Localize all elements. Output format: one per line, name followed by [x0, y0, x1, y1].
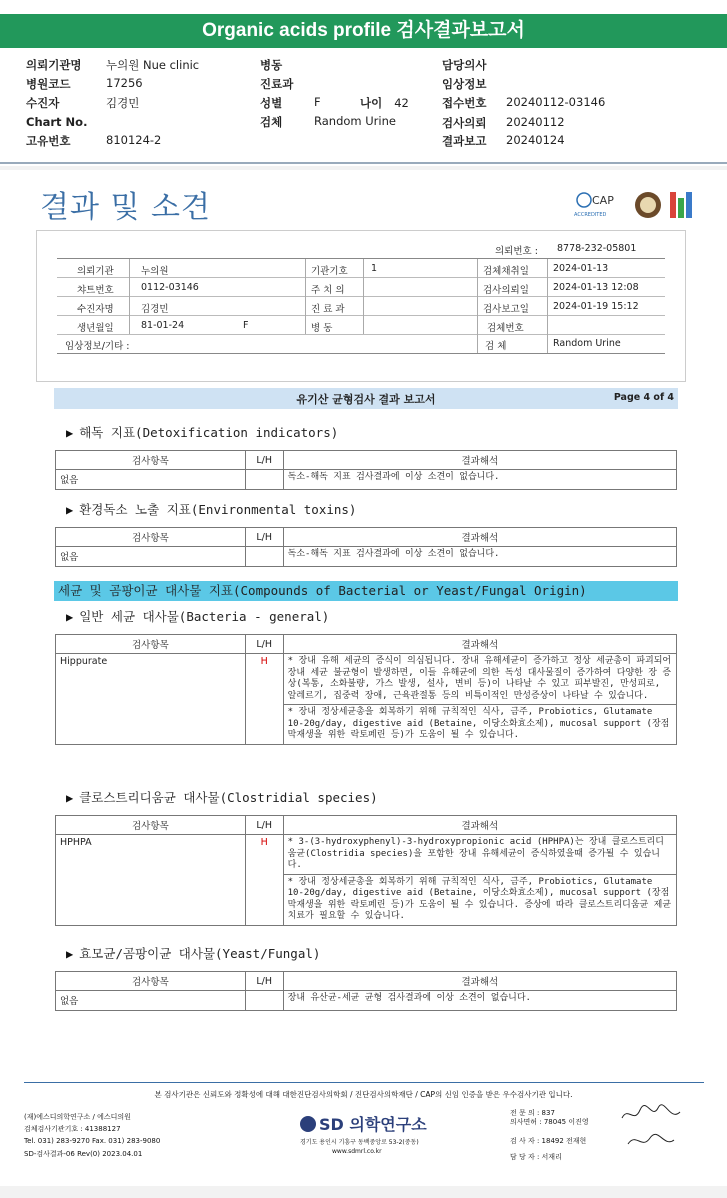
header-row: 결과보고 20240124	[442, 133, 565, 148]
col-header: 결과해석	[283, 972, 676, 991]
col-header: 결과해석	[283, 451, 676, 470]
request-number: 8778-232-05801	[557, 243, 637, 254]
sign-row: 전 문 의 : 837	[510, 1109, 555, 1117]
interp-cell: 장내 유산균-세균 균형 검사결과에 이상 소견이 없습니다.	[283, 991, 676, 1011]
info-label: 병 동	[311, 323, 333, 334]
yeast-table	[55, 971, 677, 1011]
section-clostridial: ▶ 클로스트리디움균 대사물(Clostridial species)	[66, 790, 378, 805]
accreditation-logos	[572, 188, 702, 222]
item-cell: HPHPA	[56, 835, 246, 926]
interp-cell: * 장내 유해 세균의 증식이 의심됩니다. 장내 유해세균이 증가하고 정상 세균총이 파괴되어 장내 세균 불균형이 발생하면, 이들 유해균에 의한 독성 대사물질이 증가하여 다양한 장 증상(복통, 소화불량, 가스 발생, 설사, 변비 등)이 나타날 수 있고 피부발진, 만성피로, 알레르기, 집중력 장애, 근육관절통 등의 비특이적인 만성증상이 나타날 수 있습니다.	[283, 654, 676, 705]
specimen-value: Random Urine	[553, 338, 621, 349]
sign-row: 담 당 자 : 서재리	[510, 1153, 562, 1161]
info-value: 김경민	[141, 304, 169, 315]
report-heading: 유기산 균형검사 결과 보고서	[296, 393, 436, 406]
section-bacteria: ▶ 일반 세균 대사물(Bacteria - general)	[66, 609, 330, 624]
clostridial-table	[55, 815, 677, 926]
info-label: 진 료 과	[311, 304, 345, 315]
footer-notice: 본 검사기관은 신뢰도와 정확성에 대해 대한진단검사의학회 / 진단검사의학재단 / CAP의 신임 인증을 받은 우수검사기관 입니다.	[154, 1090, 573, 1099]
divider	[0, 162, 727, 164]
lab-address: 경기도 용인시 기흥구 동백중앙로 53-2(중동)	[300, 1139, 419, 1146]
item-cell: Hippurate	[56, 654, 246, 745]
patient-info-box	[36, 230, 686, 382]
header-row: 검사의뢰 20240112	[442, 115, 565, 130]
info-value: 2024-01-13	[553, 263, 609, 274]
info-label: 수진자명	[77, 304, 114, 315]
info-label: 기관기호	[311, 266, 348, 277]
lh-cell	[245, 470, 283, 490]
col-header: 검사항목	[56, 816, 246, 835]
info-value: 81-01-24	[141, 320, 185, 331]
lh-cell: H	[245, 835, 283, 926]
col-header: L/H	[245, 451, 283, 470]
col-header: 검사항목	[56, 528, 246, 547]
lh-cell: H	[245, 654, 283, 745]
request-label: 의뢰번호 :	[495, 246, 538, 257]
bacterial-band: 세균 및 곰팡이균 대사물 지표(Compounds of Bacterial or Yeast/Fungal Origin)	[54, 581, 678, 601]
info-label: 검체채취일	[483, 266, 529, 277]
col-header: L/H	[245, 972, 283, 991]
item-cell: 없음	[56, 991, 246, 1011]
col-header: 검사항목	[56, 972, 246, 991]
bacteria-table	[55, 634, 677, 745]
sex-value: F	[243, 320, 249, 331]
header-row: 임상정보	[442, 77, 487, 91]
page-indicator: Page 4 of 4	[613, 392, 674, 403]
sd-logo: SD 의학연구소	[300, 1112, 427, 1135]
svg-text:CAP: CAP	[592, 194, 614, 207]
header-row: 접수번호 20240112-03146	[442, 95, 606, 110]
specimen-label: 검 체	[485, 341, 507, 352]
interp-cell: * 장내 정상세균총을 회복하기 위해 규칙적인 식사, 금주, Probiotics, Glutamate 10-20g/day, digestive aid (Betaine, 이당소화효소제), mucosal support (장점막재생을 위한 락토페린 등)가 도움이 될 수 있습니다.	[283, 705, 676, 745]
info-value: 2024-01-13 12:08	[553, 282, 639, 293]
footer-divider	[24, 1082, 704, 1083]
info-label: 챠트번호	[77, 285, 114, 296]
interp-cell: 독소-해독 지표 검사결과에 이상 소견이 없습니다.	[283, 547, 676, 567]
col-header: L/H	[245, 816, 283, 835]
item-cell: 없음	[56, 547, 246, 567]
interp-cell: * 장내 정상세균총을 회복하기 위해 규칙적인 식사, 금주, Probiotics, Glutamate 10-20g/day, digestive aid (Betaine, 이당소화효소제), mucosal support (장점막재생을 위한 락토페린 등)가 도움이 될 수 있습니다. 증상에 따라 클로스트리디움균 제균치료가 필요할 수 있습니다.	[283, 874, 676, 925]
info-label: 의뢰기관	[77, 266, 114, 277]
lab-name: (재)에스디의학연구소 / 에스디의원	[24, 1113, 131, 1121]
header-row: 성별 F	[260, 95, 321, 110]
section-yeast: ▶ 효모균/곰팡이균 대사물(Yeast/Fungal)	[66, 946, 321, 961]
results-title: 결과 및 소견	[40, 190, 211, 225]
header-row: 병원코드 17256	[26, 76, 143, 91]
info-value: 1	[371, 263, 378, 274]
info-value: 0112-03146	[141, 282, 199, 293]
lab-code: 검체검사기관기호 : 41388127	[24, 1125, 121, 1133]
lab-contact: Tel. 031) 283-9270 Fax. 031) 283-9080	[24, 1137, 161, 1145]
detox-table	[55, 450, 677, 490]
header-row: 고유번호 810124-2	[26, 133, 162, 148]
report-header-bar	[54, 388, 678, 409]
info-label: 검체번호	[487, 323, 524, 334]
interp-cell: * 3-(3-hydroxyphenyl)-3-hydroxypropionic acid (HPHPA)는 장내 클로스트리디움균(Clostridia species)을 포함한 장내 유해세균이 증식하였을때 증가될 수 있습니다.	[283, 835, 676, 875]
col-header: 결과해석	[283, 816, 676, 835]
col-header: 검사항목	[56, 635, 246, 654]
header-row: 수진자 김경민	[26, 96, 140, 110]
col-header: 검사항목	[56, 451, 246, 470]
info-value: 누의원	[141, 266, 169, 277]
age: 나이 42	[360, 96, 409, 110]
report-title: Organic acids profile 검사결과보고서	[0, 14, 727, 48]
sd-logo-icon	[300, 1116, 316, 1132]
info-label: 주 치 의	[311, 285, 345, 296]
col-header: L/H	[245, 635, 283, 654]
signature-icon	[618, 1100, 688, 1154]
col-header: 결과해석	[283, 528, 676, 547]
cap-logo-icon	[572, 188, 702, 222]
item-cell: 없음	[56, 470, 246, 490]
col-header: 결과해석	[283, 635, 676, 654]
info-label: 검사의뢰일	[483, 285, 529, 296]
header-row: 진료과	[260, 77, 294, 91]
section-env: ▶ 환경독소 노출 지표(Environmental toxins)	[66, 502, 357, 517]
header-row: 병동	[260, 58, 283, 72]
header-row: 의뢰기관명 누의원 Nue clinic	[26, 58, 200, 72]
section-detox: ▶ 해독 지표(Detoxification indicators)	[66, 425, 339, 440]
info-label: 검사보고일	[483, 304, 529, 315]
form-rev: SD-검사결과-06 Rev(0) 2023.04.01	[24, 1150, 143, 1158]
info-value: 2024-01-19 15:12	[553, 301, 639, 312]
header-row: Chart No.	[26, 115, 88, 129]
sign-row: 검 사 자 : 18492 전재현	[510, 1137, 587, 1145]
sign-row: 의사면허 : 78045 이진영	[510, 1118, 589, 1126]
info-label: 생년월일	[77, 323, 114, 334]
lh-cell	[245, 991, 283, 1011]
lh-cell	[245, 547, 283, 567]
clinical-label: 임상정보/기타 :	[65, 341, 130, 352]
lab-web: www.sdmrl.co.kr	[332, 1148, 382, 1155]
header-row: 담당의사	[442, 58, 487, 72]
header-row: 검체 Random Urine	[260, 114, 396, 129]
interp-cell: 독소-해독 지표 검사결과에 이상 소견이 없습니다.	[283, 470, 676, 490]
svg-text:ACCREDITED: ACCREDITED	[574, 212, 607, 218]
col-header: L/H	[245, 528, 283, 547]
env-table	[55, 527, 677, 567]
